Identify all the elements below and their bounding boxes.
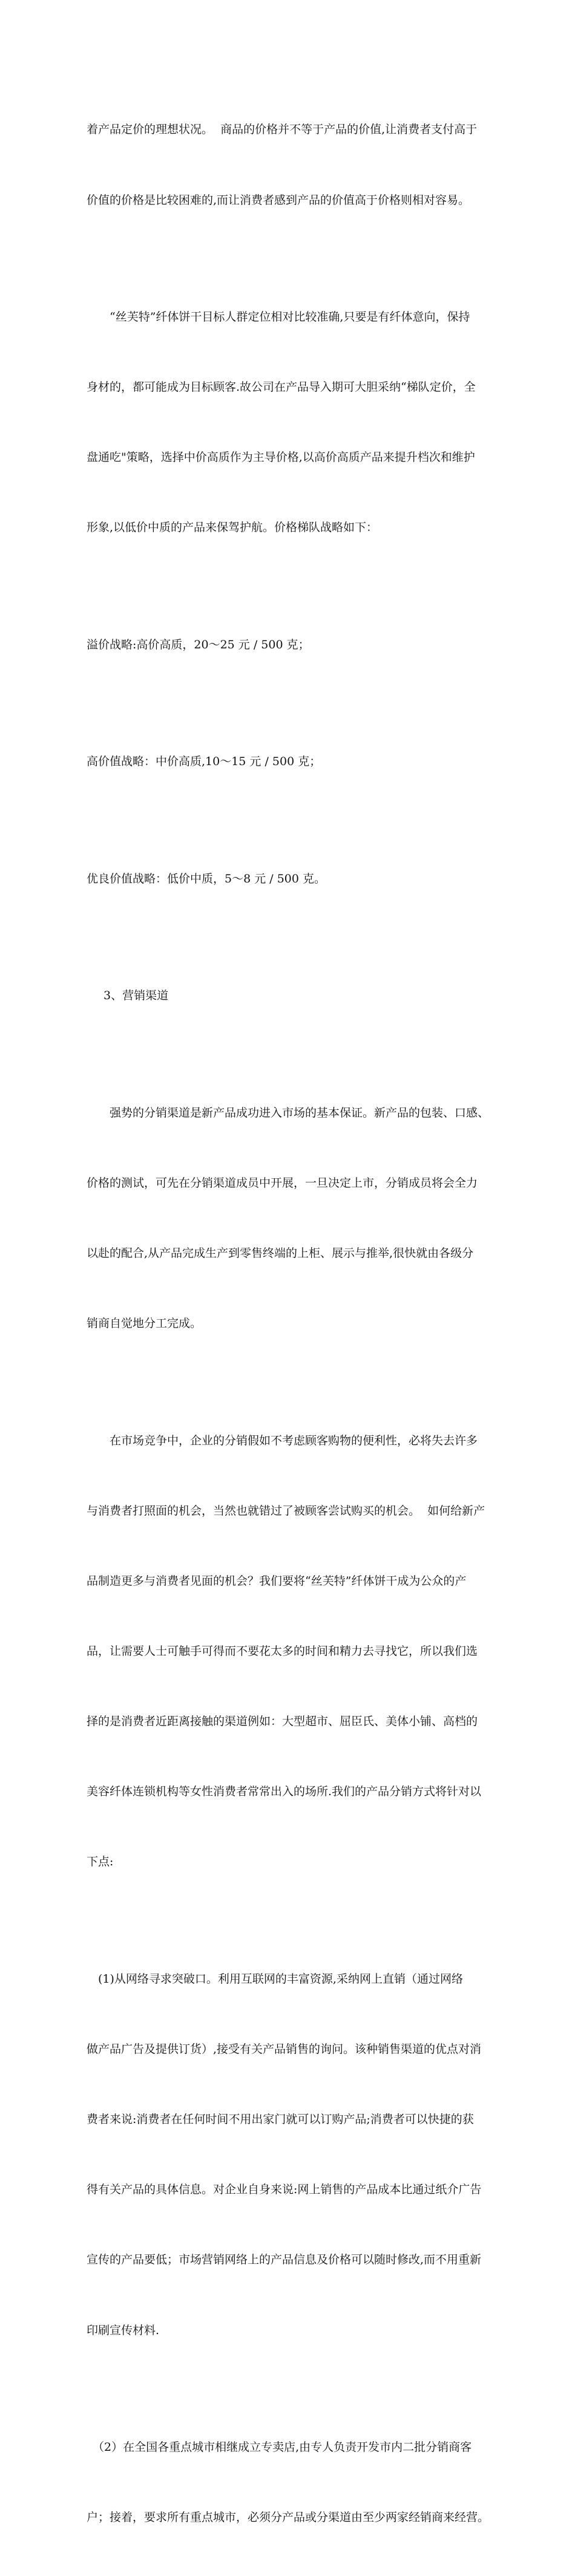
text-line: 价格的测试，可先在分销渠道成员中开展，一旦决定上市，分销成员将会全力: [87, 1176, 478, 1190]
text-line: 品，让需要人士可触手可得而不要花太多的时间和精力去寻找它，所以我们选: [87, 1645, 478, 1658]
text-line: 与消费者打照面的机会，当然也就错过了被顾客尝试购买的机会。 如何给新产: [87, 1504, 485, 1518]
paragraph-target-audience: [87, 259, 492, 587]
text-line: 得有关产品的具体信息。对企业自身来说:网上销售的产品成本比通过纸介广告: [87, 2183, 482, 2197]
text-line: 价值的价格是比较困难的,而让消费者感到产品的价值高于价格则相对容易。: [87, 193, 470, 207]
text-line: “丝芙特”纤体饼干目标人群定位相对比较准确,只要是有纤体意向，保持: [110, 310, 470, 324]
text-line: 在市场竞争中，企业的分销假如不考虑顾客购物的便利性，必将失去许多: [110, 1433, 478, 1447]
text-line: （2）在全国各重点城市相继成立专卖店,由专人负责开发市内二批分销商客: [93, 2441, 472, 2454]
text-line: 品制造更多与消费者见面的机会？我们要将“丝芙特”纤体饼干成为公众的产: [87, 1574, 467, 1588]
text-line: 强势的分销渠道是新产品成功进入市场的基本保证。新产品的包装、口感、: [110, 1106, 490, 1120]
paragraph-pricing-ideal: [87, 71, 492, 259]
text-line: 形象,以低价中质的产品来保驾护航。价格梯队战略如下：: [87, 521, 378, 535]
paragraph-market-competition: [87, 1382, 492, 1920]
paragraph-high-value-strategy: [87, 703, 492, 821]
text-line: 溢价战略:高价高质，20～25 元 / 500 克；: [87, 637, 310, 651]
text-line: 以赴的配合,从产品完成生产到零售终端的上柜、展示与推举,很快就由各级分: [87, 1247, 474, 1260]
text-line: 美容纤体连锁机构等女性消费者常常出入的场所.我们的产品分销方式将针对以: [87, 1785, 482, 1799]
text-line: 优良价值战略：低价中质，5～8 元 / 500 克。: [87, 872, 326, 885]
paragraph-online-channel: [87, 1921, 492, 2389]
text-line: 销商自觉地分工完成。: [87, 1317, 202, 1331]
text-line: 宣传的产品要低；市场营销网络上的产品信息及价格可以随时修改,而不用重新: [87, 2253, 482, 2267]
section-heading-marketing-channels: [87, 937, 492, 1055]
document-body: [87, 71, 492, 2576]
text-line: 做产品广告及提供订货）,接受有关产品销售的询问。该种销售渠道的优点对消: [87, 2043, 482, 2056]
text-line: 着产品定价的理想状况。 商品的价格并不等于产品的价值,让消费者支付高于: [87, 123, 478, 137]
paragraph-good-value-strategy: [87, 821, 492, 938]
text-line: 户；接着，要求所有重点城市，必须分产品或分渠道由至少两家经销商来经营。: [87, 2511, 490, 2525]
text-line: 择的是消费者近距离接触的渠道例如：大型超市、屈臣氏、美体小铺、高档的: [87, 1715, 478, 1729]
paragraph-specialty-stores: [87, 2389, 492, 2576]
text-line: 3、营销渠道: [104, 989, 169, 1003]
text-line: 高价值战略：中价高质,10～15 元 / 500 克；: [87, 755, 321, 769]
paragraph-distribution-channels: [87, 1055, 492, 1383]
text-line: (1)从网络寻求突破口。利用互联网的丰富资源,采纳网上直销（通过网络: [98, 1972, 463, 1986]
text-line: 下点:: [87, 1855, 114, 1869]
paragraph-premium-strategy: [87, 586, 492, 703]
text-line: 印刷宣传材料.: [87, 2323, 160, 2337]
text-line: 费者来说:消费者在任何时间不用出家门就可以订购产品;消费者可以快捷的获: [87, 2113, 474, 2127]
text-line: 盘通吃"策略，选择中价高质作为主导价格,以高价高质产品来提升档次和维护: [87, 451, 475, 465]
text-line: 身材的，都可能成为目标顾客.故公司在产品导入期可大胆采纳“梯队定价，全: [87, 380, 476, 394]
